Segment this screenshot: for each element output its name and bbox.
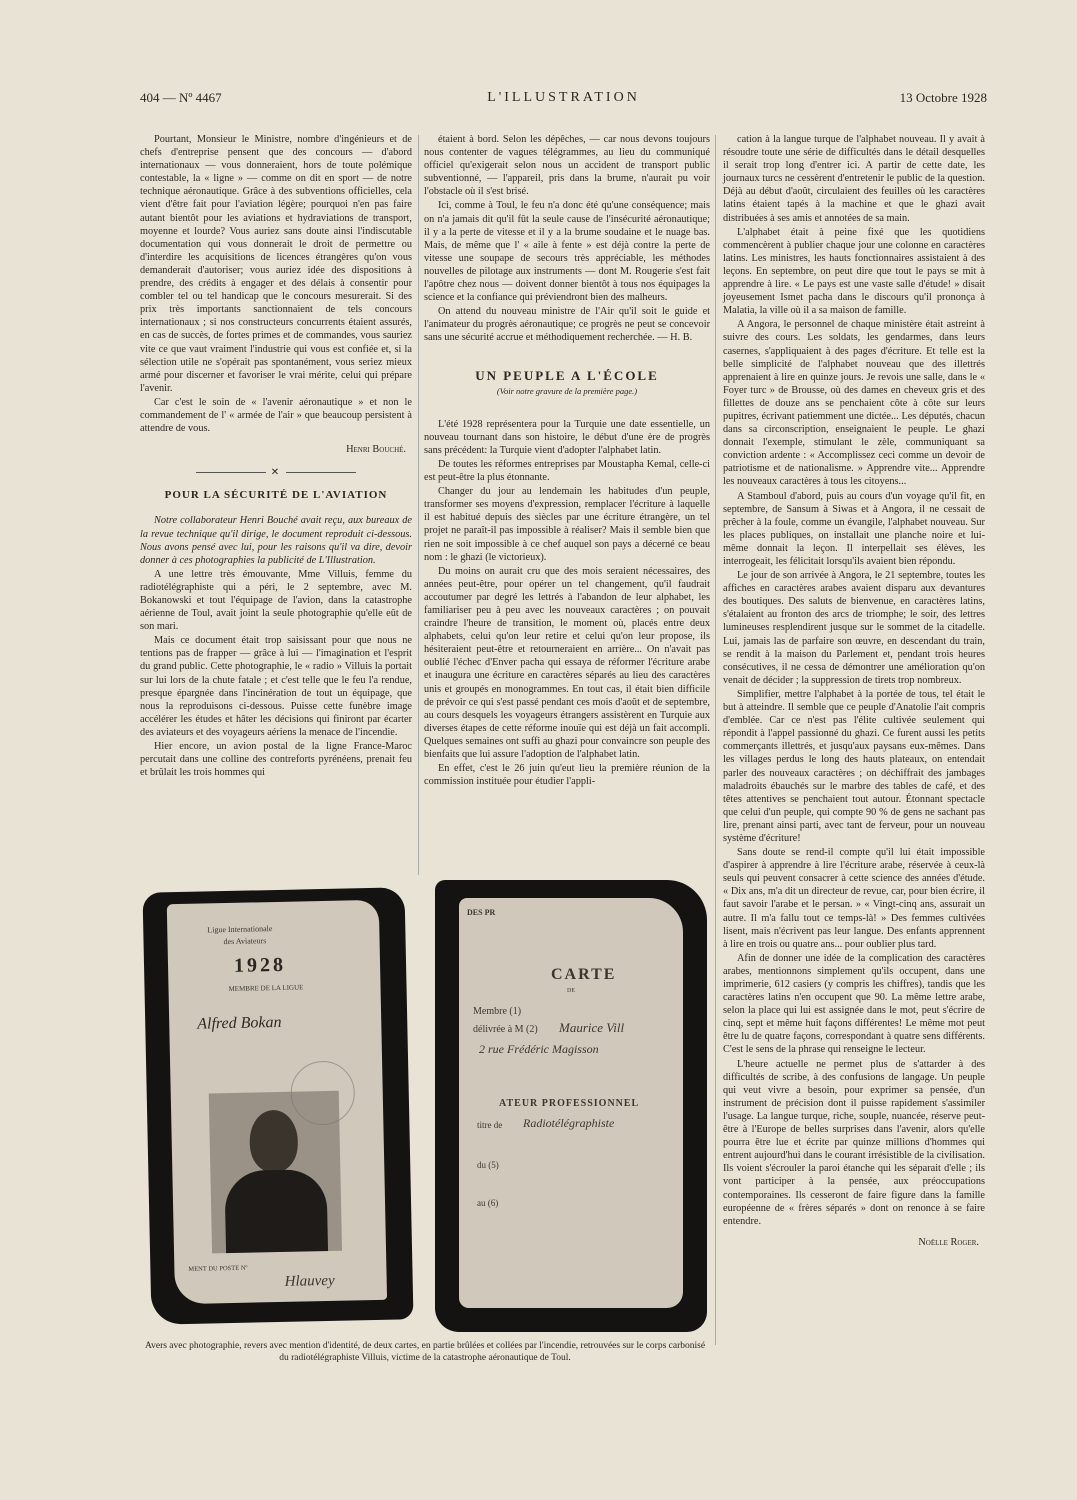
paragraph: Ici, comme à Toul, le feu n'a donc été qu'une conséquence; mais on n'a jamais dit qu'il fût la seule cause de l'insécurité aéronautique; il y a la perte de vitesse et il y a la brume soudaine et le nuage bas. Mais, de même que l' « aile à fente » est déjà contre la perte de vitesse une soupape de secours très appréciable, les méthodes nouvelles de pilotage aux instruments — dont M. Rougerie s'est fait l'apôtre chez nous — doivent donner bientôt à tous nos équipages la science et la confiance qui préviendront bien des malheurs.: [424, 200, 710, 304]
signature: Noëlle Roger.: [918, 1236, 979, 1248]
intro-paragraph: Notre collaborateur Henri Bouché avait reçu, aux bureaux de la revue technique qu'il dirige, le document reproduit ci-dessous. Nous avons pensé avec lui, pour les raisons qu'il va dire, devoir donner à ces photographies la publicité de L'Illustration.: [140, 515, 412, 566]
suit: [224, 1169, 328, 1253]
column-rule: [715, 135, 716, 1345]
paragraph: Changer du jour au lendemain les habitudes d'un peuple, transformer ses moyens d'expression, remplacer l'écriture à laquelle il est habitué depuis des siècles par une écriture étrangère, un tel projet ne paraît-il pas impossible à réaliser? Mais il semble bien que rien ne soit impossible à ce chef auquel son pays a décerné ce beau nom : le ghazi (le victorieux).: [424, 486, 710, 563]
face: [249, 1110, 298, 1173]
card-title: CARTE: [551, 966, 617, 983]
card-field: délivrée à M (2): [473, 1024, 538, 1035]
paragraph: A Stamboul d'abord, puis au cours d'un voyage qu'il fit, en septembre, de Sansum à Siwas et à Angora, il ne cessait de prêcher à la foule, comme un évangile, l'alphabet nouveau. Sur les places publiques, on installait une planche noire et lui-même donnait la leçon. Il interpellait ses élèves, les interrogeait, les félicitait lorsqu'ils avaient bien répondu.: [723, 490, 985, 567]
paragraph: Mais ce document était trop saisissant pour que nous ne tentions pas de frapper — grâce à lui — l'imagination et l'esprit du grand public. Cette photographie, le « radio » Villuis la portait sur lui lors de la chute fatale ; et c'est telle que le feu l'a rendue, presque épargnée dans l'incinération de tout un équipage, que nous la reproduisons ci-dessous. Puisse cette funèbre image accélérer les études et hâter les décisions qui finiront par écarter des aviateurs et des voyageurs aériens la menace de l'incendie.: [140, 635, 412, 738]
paragraph: cation à la langue turque de l'alphabet nouveau. Il y avait à résoudre toute une série de difficultés dans le détail desquelles il serait trop long d'entrer ici. A partir de cette date, les journaux turcs ne cessèrent d'entretenir le public de la question. Déjà au début d'août, circulaient des feuilles où les caractères latins étaient tapés à la machine et que le ghazi avait distribuées à ses amis et annotées de sa main.: [723, 134, 985, 224]
paragraph: Pourtant, Monsieur le Ministre, nombre d'ingénieurs et de chefs d'entreprise pensent que des concours — d'abord internationaux — vous donneraient, hors de toute polémique contestable, la « ligne » — comme on dit en sport — de notre technique aéronautique. Grâce à des subventions officielles, cela vient d'être fait pour l'aviation légère; pourquoi n'en pas faire autant bientôt pour les aviations et hydraviations de transport, moyenne et lourde? Vous auriez sans doute ainsi l'indiscutable documentation qui vous donnerait le droit de permettre ou d'interdire les acquisitions de licences étrangères qu'on vous demanderait d'autoriser; vous auriez idée des dispositions à prendre, des crédits à engager et des délais à consentir pour combler tel ou tel handicap que le concours mesurerait. Si des prix très importants sanctionnaient de tels concours internationaux ; si nos constructeurs concurrents étaient assurés, en cas de succès, de fortes primes et de commandes, vous sauriez vite ce que vaut vraiment l'industrie qui vous est confiée et, si la sélection utile ne s'opérait pas spontanément, vous seriez mieux armé pour discerner et favoriser le vrai mérite, celui qui prépare l'avenir.: [140, 134, 412, 394]
card-text: Ligue Internationale: [207, 924, 273, 935]
paragraph: Sans doute se rend-il compte qu'il lui était impossible d'aspirer à apprendre à lire l'écriture arabe, réservée à ceux-là seuls qui peuvent consacrer à cette science des années d'étude. « Dix ans, m'a dit un directeur de revue, car, pour bien écrire, il faut savoir l'arabe et le persan. » « Vingt-cinq ans, assurait un autre. Il m'a fallu tout ce temps-là! » Des femmes cultivées lisent, mais n'écrivent pas leur langue. Des enfants apprennent à lire en trois ou quatre ans... pour oublier plus tard.: [723, 847, 985, 950]
paragraph: A une lettre très émouvante, Mme Villuis, femme du radiotélégraphiste qui a péri, le 2 septembre, avec M. Bokanowski et tout l'équipage de l'avion, dans la catastrophe aérienne de Toul, avait joint la seule photographie qu'elle eût de son mari.: [140, 568, 412, 633]
paragraph: Hier encore, un avion postal de la ligne France-Maroc percutait dans une colline des contreforts pyrénéens, prenait feu et brûlait les trois hommes qui: [140, 741, 412, 779]
magazine-title: L'ILLUSTRATION: [487, 90, 640, 105]
handwritten-signature: Hlauvey: [284, 1272, 335, 1290]
section-subtitle: (Voir notre gravure de la première page.): [496, 385, 638, 396]
card-text: DES PR: [467, 908, 496, 917]
section-title: UN PEUPLE A L'ÉCOLE: [475, 367, 659, 383]
burned-card-front: [143, 887, 414, 1324]
photo-caption: Avers avec photographie, revers avec mention d'identité, de deux cartes, en partie brûlées et collées par l'incendie, retrouvées sur le corps carbonisé du radiotélégraphiste Villuis, victime de la catastrophe aéronautique de Toul.: [144, 1341, 706, 1363]
page-number: 404 — Nº 4467: [140, 90, 222, 105]
card-field: du (5): [477, 1160, 499, 1170]
ornament-divider: ✕: [140, 466, 412, 479]
column-2: [424, 133, 710, 789]
column-3: [723, 133, 985, 1257]
column-rule: [418, 135, 419, 875]
card-field: titre de: [477, 1120, 503, 1130]
page-header: [140, 90, 987, 110]
card-text: MEMBRE DE LA LIGUE: [228, 983, 304, 994]
paragraph: L'été 1928 représentera pour la Turquie une date essentielle, un nouveau tournant dans son histoire, le début d'une ère de progrès sans précédent: la Turquie vient d'adopter l'alphabet latin.: [424, 418, 710, 456]
paragraph: L'alphabet était à peine fixé que les quotidiens commencèrent à publier chaque jour une colonne en caractères latins. Les ministres, les hauts fonctionnaires assistaient à des leçons. En septembre, on peut dire que tout le pays se mit à apprendre à lire. « Le pays est une vaste salle d'étude! » disait joyeusement Ismet pacha dans le discours qu'il prononça à Malatia, la ville où il a sa maison de famille.: [723, 226, 985, 317]
section-title: POUR LA SÉCURITÉ DE L'AVIATION: [164, 489, 388, 502]
paragraph: Car c'est le soin de « l'avenir aéronautique » et non le commandement de l' « armée de l'air » que beaucoup persistent à attendre de vous.: [140, 396, 412, 435]
handwritten-title: Radiotélégraphiste: [523, 1116, 615, 1130]
card-field: Membre (1): [473, 1006, 522, 1017]
burned-card-back: [435, 880, 707, 1332]
paragraph: Simplifier, mettre l'alphabet à la portée de tous, tel était le but à atteindre. Il semble que ce peuple d'Anatolie l'ait compris d'emblée. Car ce n'est pas l'élite cultivée seulement qui répondit à l'appel passionné du ghazi. Ce furent aussi les petits commerçants illettrés, et jusqu'aux paysans eux-mêmes. Dans les villages perdus le long des hauts plateaux, on entendait parler des nouveaux caractères ; on déchiffrait des jambages maladroits ébauchés sur le marbre des tables de café, et des têtes attentives se penchaient tout autour. Étonnant spectacle que celui d'un peuple, qui compte 90 % de gens ne sachant pas lire, prenant ainsi parti, avec tant de ferveur, pour un nouveau système d'écriture!: [723, 688, 985, 844]
card-text: MENT DU POSTE Nº: [188, 1264, 248, 1273]
ink-stamp: [290, 1060, 355, 1125]
card-text: des Aviateurs: [223, 936, 267, 947]
column-1: [140, 133, 412, 780]
card-field: ATEUR PROFESSIONNEL: [499, 1098, 640, 1109]
paragraph: De toutes les réformes entreprises par Moustapha Kemal, celle-ci est peut-être la plus étonnante.: [424, 458, 710, 484]
paragraph: Afin de donner une idée de la complication des caractères arabes, mentionnons simplement qu'ils occupent, dans une imprimerie, 612 casiers (y compris les chiffres), tandis que les caractères latins n'en occupent que 90. La même lettre arabe, selon la place qui lui est assignée dans le mot, peut s'écrire de cinq, sept et même huit façons différentes! Le même mot peut être lu de quatre façons, correspondant à quatre sens différents. C'est le sens de la phrase qui renseigne le lecteur.: [723, 952, 985, 1056]
paragraph: En effet, c'est le 26 juin qu'eut lieu la première réunion de la commission instituée pour étudier l'appli-: [424, 763, 710, 788]
paragraph: L'heure actuelle ne permet plus de s'attarder à des difficultés de scribe, à des confusions de langage. Un peuple qui veut vivre a besoin, pour exprimer sa pensée, d'un instrument de précision dont il puisse rapidement s'assimiler l'usage. La langue turque, riche, souple, nuancée, réserve peut-être à l'Europe de belles surprises dans l'avenir, alors qu'elle pourra être lue et écrite par quinze millions d'hommes qui entrent aujourd'hui dans le courant irrésistible de la civilisation. Ils voient s'écrouler la paroi étanche qui les séparait d'elle ; ils vont participer à la pensée, aux préoccupations contemporaines. Ils cesseront de faire figure dans la famille européenne de « frères séparés » dont on renonce à se faire entendre.: [723, 1058, 985, 1227]
signature: Henri Bouché.: [346, 444, 406, 456]
handwritten-name: Maurice Vill: [559, 1020, 625, 1035]
paragraph: On attend du nouveau ministre de l'Air qu'il soit le guide et l'animateur du progrès aéronautique; ce progrès ne peut se concevoir sans une sécurité accrue et méthodiquement recherchée. — H. B.: [424, 306, 710, 344]
issue-date: 13 Octobre 1928: [899, 90, 987, 105]
paragraph: étaient à bord. Selon les dépêches, — car nous devons toujours nous contenter de vagues télégrammes, au lieu du communiqué officiel qu'exigerait selon nous un accident de transport public subventionné, — l'appareil, pris dans la brume, n'aurait pu voir l'obstacle où il s'est brisé.: [424, 134, 710, 198]
handwritten-signature: Alfred Bokan: [197, 1013, 282, 1033]
handwritten-address: 2 rue Frédéric Magisson: [479, 1042, 599, 1056]
paragraph: Le jour de son arrivée à Angora, le 21 septembre, toutes les affiches en caractères arabes avaient disparu aux devantures des boutiques. Des saluts de bienvenue, en caractères latins, s'étalaient au fronton des arcs de triomphe; le soir, des lettres lumineuses resplendirent jusque sur le sommet de la citadelle. Lui, jamais las de parfaire son œuvre, en descendant du train, se rendit à la maison du Parlement et, pendant trois heures consécutives, il ne cessa de démontrer une amélioration qu'on venait de décider ; la suppression de tirets trop nombreux.: [723, 570, 985, 686]
paragraph: A Angora, le personnel de chaque ministère était astreint à suivre des cours. Les soldats, les gendarmes, dans leurs casernes, s'appliquaient à des pages d'écriture. Et telle est la belle simplicité de l'alphabet nouveau que des illettrés apprenaient à lire en quinze jours. Je revois une salle, dans le « Foyer turc » de Brousse, où des dames en cheveux gris et des fillettes de douze ans se penchaient côte à côte sur leurs pupitres, écrivant patiemment une dictée... Les députés, chacun dans sa circonscription, enseignaient le peuple. Le ghazi donnait l'exemple, stimulant le zèle, communiquant sa conviction ardente : « Accomplissez ceci comme un devoir de patriotisme et de nationalisme. » Apprendre vite... Apprendre les nouveaux caractères à tous les citoyens...: [723, 319, 985, 488]
paragraph: Du moins on aurait cru que des mois seraient nécessaires, des années peut-être, pour opérer un tel changement, qu'il faudrait accoutumer par degré les lettrés à l'abandon de leur alphabet, les familiariser peu à peu avec les nouveaux caractères ; on pouvait craindre l'heure de transition, le moment où, placés entre deux alphabets, celui qu'on leur retire et celui qu'on leur propose, ils hésiteraient peut-être et retourneraient en arrière... On n'avait pas oublié l'échec d'Enver pacha qui essaya de réformer l'écriture arabe et inaugura une écriture en caractères séparés au lieu des caractères unis et groupés en monogrammes. En tout cas, il était bien difficile de prévoir ce qui s'est passé pendant ces mois d'août et de septembre, au cours desquels les voyageurs étrangers assistèrent en Turquie aux diverses étapes de cette réforme inouïe qui est déjà un fait accompli. Quelques semaines ont suffi au ghazi pour convaincre son peuple des bienfaits que lui assure l'adoption de l'alphabet latin.: [424, 565, 710, 761]
card-field: au (6): [477, 1198, 499, 1208]
burned-cards-photo: [137, 880, 713, 1338]
card-text: DE: [567, 988, 575, 994]
card-year: 1928: [233, 953, 287, 977]
